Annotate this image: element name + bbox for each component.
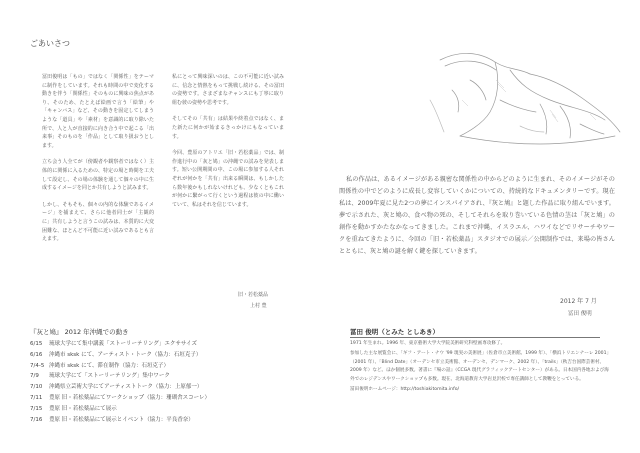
greeting-paragraph: 立ち会う人全てが（傍観者や観察者ではなく）主体的に関係に入るための、特定の場と時間を工夫して設定し、その場の体験を通して個々の中に生成するイメージを同とか共有しようと試みます。 xyxy=(42,159,154,192)
schedule-item xyxy=(30,350,210,361)
greeting-paragraph: 冨田俊明は「もの」ではなく「関係性」をテーマに制作をしています。それも時間の中で変化する動きを伴う「関係性」そのものに興味の焦点があり、そのため、たとえば絵画で言う「絵筆」や「キャンバス」など、その動きを固定してしまうような「道具」や「素材」を意識的に取り除いた所で、人と人が直接的に向き合う中で起こる「出来事」そのものを「作品」として取り扱おうとします。 xyxy=(42,74,154,149)
profile-paragraph: 参加した主な展覧会に、「ギフ・アート・ナウ '99 現実の美術展」（佐倉市立美術館、1999 年）、「横浜トリエンナーレ 2001」（2001 年）、「Blind Date」（オーデンセ市立美術館、オーデンセ、デンマーク、2002 年）、「trails」（秋吉台国際芸術村、2009 年）など。ほか個展多数。著書に『場の話』（CCGA 現代グラフィックアートセンター）がある。日本国内各地および海外でのレジデンスやワークショップも多数。現在、北海道教育大学岩見沢校で専任講師として教鞭をとっている。 xyxy=(350,351,612,382)
schedule-date: 7/10 xyxy=(30,384,43,391)
schedule-text: 豊原 旧・若松薬品にてワークショップ（協力：珊瑚舎スコーレ） xyxy=(49,394,211,401)
greeting-title: ごあいさつ xyxy=(30,39,70,48)
schedule-text: 琉球大学にて集中講義「ストーリーテリング」エクササイズ xyxy=(49,341,197,347)
schedule-date: 6/16 xyxy=(30,351,43,358)
profile-paragraph: 1971 年生まれ。1996 年、東京藝術大学大学院美術研究科壁画専攻修了。 xyxy=(350,341,506,346)
greeting-paragraph: 今回、豊原のアトリエ「旧・若松薬品」では、制作進行中の「灰と鳩」の沖縄での試みを発表します。短い公開期間の中、この場に参加する人それぞれが何かを「共有」出来る瞬間は、もしかしたら数年後かもしれないけれども、少なくともこれが何かに繋がって行くという過程は彼の中に働いていて、私はそれを信じています。 xyxy=(172,150,284,208)
schedule-item xyxy=(30,382,210,393)
schedule-date: 7/16 xyxy=(30,416,43,423)
statement-author: 冨田 俊明 xyxy=(568,311,592,317)
schedule-text: 沖縄市 sksk にて、滞在制作（協力：石垣克子） xyxy=(49,362,169,369)
statement-date: 2012 年 7 月 xyxy=(560,298,597,305)
schedule-text: 沖縄市 sksk にて、アーティスト・トーク（協力：石垣克子） xyxy=(49,351,202,358)
schedule-item xyxy=(30,339,210,350)
schedule-item xyxy=(30,361,210,372)
greeting-signature-name: 上村 豊 xyxy=(250,303,267,309)
profile-text xyxy=(350,340,612,396)
schedule-item xyxy=(30,393,210,404)
profile-homepage: 冨田俊明ホームページ：http://toshiakitomita.info/ xyxy=(350,387,460,393)
artist-statement xyxy=(339,174,615,258)
schedule-text: 琉球大学にて「ストーリーテリング」集中ワーク xyxy=(49,373,170,380)
profile-title: 冨田 俊明（とみた としあき） xyxy=(350,328,440,336)
schedule-date: 6/15 xyxy=(30,341,43,347)
schedule-item xyxy=(30,404,210,415)
greeting-paragraph: 私にとって興味深いのは、この不可能に近い試みに、信念と情熱をもって挑戦し続ける、その冨田の姿勢です。さまざまなチャンスにも丁寧に取り組む彼の姿勢や思考です。 xyxy=(172,74,284,106)
greeting-signature-org: 旧・若松薬品 xyxy=(238,292,269,298)
schedule-list xyxy=(30,339,210,425)
schedule-date: 7/4-5 xyxy=(30,362,45,369)
schedule-text: 豊原 旧・若松薬品にて展示とイベント（協力：平良香奈） xyxy=(49,416,194,423)
schedule-title: 『灰と鳩』 2012 年沖縄での動き xyxy=(30,328,129,336)
schedule-date: 7/9 xyxy=(30,373,39,380)
figure-drawing xyxy=(400,40,630,170)
schedule-item xyxy=(30,415,210,426)
schedule-text: 沖縄県立芸術大学にてアーティストトーク（協力：上原郁一） xyxy=(49,384,203,391)
schedule-date: 7/11 xyxy=(30,394,43,401)
profile-divider xyxy=(350,337,600,338)
statement-paragraph: 私の作品は、あるイメージがある親密な関係性の中からどのように生まれ、そのイメージがその関係性の中でどのように成長し変容していくかについての、持続的なドキュメンタリーです。現在私は、2009年夏に見た2つの夢にインスパイアされ、『灰と鳩』と題した作品に取り組んでいます。夢で示された、灰と鳩の、食べ物の死の、そしてそれらを取り巻いている色情の茎は「灰と鳩」の創作を動かすかたなかなってきました。これまで沖縄、イスラエル、ハワイなどでリサーチやワークを重ねてきたように、今回の「旧・若松薬品」スタジオでの展示／公開制作では、来場の皆さんとともに、灰と鳩の謎を解く鍵を探していきます。 xyxy=(339,176,615,255)
greeting-paragraph: そしてその「共有」は結果や終着点ではなく、また新たに何かが始まるきっかけにもなっています。 xyxy=(172,116,284,140)
greeting-paragraph: しかし、そもそも、個々の内的な体験であるイメージ」を捕まえて、さらに他者同士が「主観的に」共有しようと言うこの試みは、本質的に大変困難な、ほとんど不可能に近い試みであるとも言えます。 xyxy=(42,201,154,243)
greeting-column-2 xyxy=(172,73,284,217)
schedule-text: 豊原 旧・若松薬品にて展示 xyxy=(49,405,117,412)
schedule-item xyxy=(30,371,210,382)
greeting-column-1 xyxy=(42,73,154,252)
schedule-date: 7/15 xyxy=(30,405,43,412)
